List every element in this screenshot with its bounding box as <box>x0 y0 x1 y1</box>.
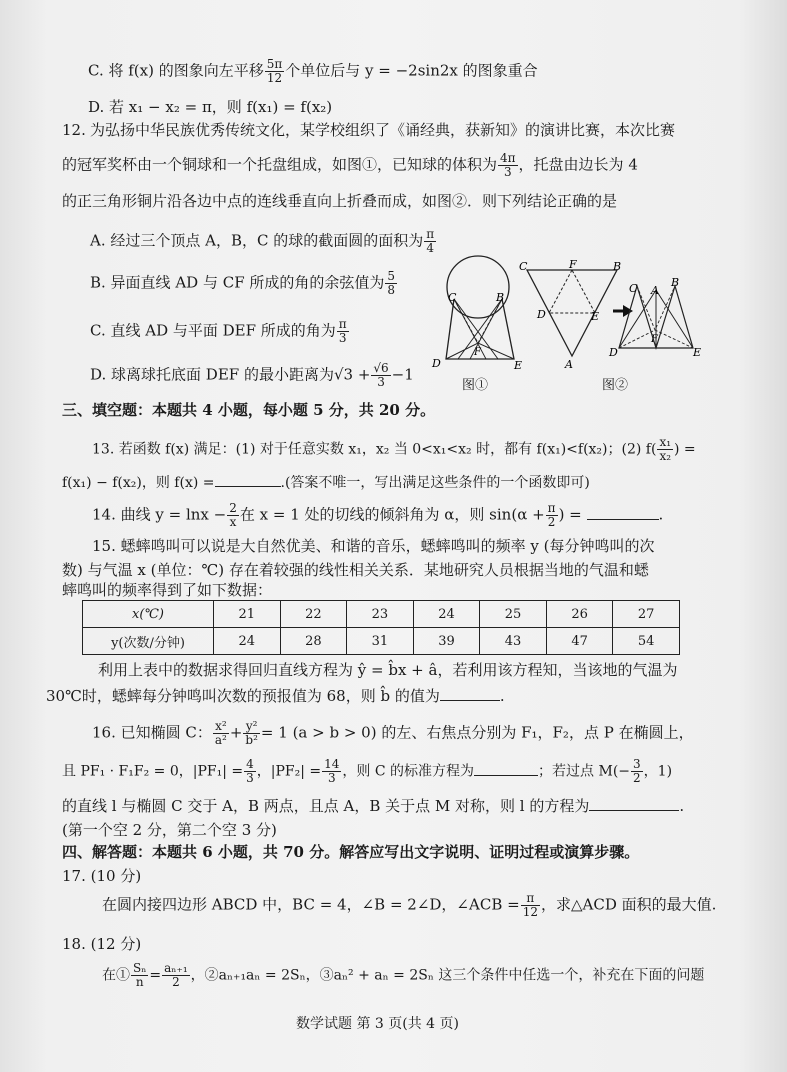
q12-line1: 为弘扬中华民族优秀传统文化，某学校组织了《诵经典，获新知》的演讲比赛，本次比赛 <box>90 121 676 139</box>
label-c: C <box>629 282 638 295</box>
label-d: D <box>609 346 618 359</box>
label-f: F <box>651 334 658 345</box>
fraction: $\frac{\pi}{4}$ <box>426 227 435 255</box>
q16-line1: 16. 已知椭圆 C： $\frac{\text{x²}}{\text{a²}}$ + $\frac{\text{y²}}{\text{b²}}$ = 1 (a > b > 0) 的左、右焦点分别为 F₁，F₂，点 P 在椭圆上， <box>92 719 694 747</box>
fraction: $\frac{√6}{3}$ <box>373 361 389 389</box>
table-cell: 43 <box>480 628 547 655</box>
figure-1-caption: 图① <box>462 378 489 393</box>
fraction: $\frac{5}{8}$ <box>387 269 396 297</box>
page-footer: 数学试题 第 3 页(共 4 页) <box>296 1016 459 1032</box>
q13-line2: f(x₁) − f(x₂)，则 f(x) = .(答案不唯一，写出满足这些条件的一个函数即可) <box>62 472 590 493</box>
figure-2-triangle <box>515 256 705 371</box>
label-f: F <box>569 258 577 271</box>
table-header-cell: x(℃) <box>83 601 214 628</box>
label-e: E <box>693 346 702 359</box>
q15-line3: 蟀鸣叫的频率得到了如下数据： <box>62 581 273 599</box>
fraction: $\frac{4}{3}$ <box>246 757 254 785</box>
table-cell: 47 <box>546 628 613 655</box>
fraction: $\frac{3}{2}$ <box>633 757 641 785</box>
answer-blank[interactable] <box>474 761 538 776</box>
table-row <box>83 628 680 655</box>
q11-option-d: D. 若 x₁ − x₂ = π，则 f(x₁) = f(x₂) <box>88 98 333 116</box>
q18-body: 在① $\frac{\text{Sₙ}}{n}$ = $\frac{\text{aₙ₊₁}}{2}$ ，②aₙ₊₁aₙ = 2Sₙ，③aₙ² + aₙ = 2Sₙ 这三个条件中任选一个，补充在下面的问题 <box>102 961 705 989</box>
label-a: A <box>651 284 659 297</box>
q18-heading: 18. (12 分) <box>62 935 142 953</box>
q17-body: 在圆内接四边形 ABCD 中，BC = 4，∠B = 2∠D，∠ACB = $\frac{\pi}{12}$ ，求△ACD 面积的最大值. <box>102 891 717 919</box>
label-d: D <box>432 357 441 370</box>
q16-line3: 的直线 l 与椭圆 C 交于 A，B 两点，且点 A，B 关于点 M 对称，则 l 的方程为 . <box>62 797 685 815</box>
q16-line2: 且 PF₁ · F₁F₂ = 0，|PF₁| = $\frac{4}{3}$ ，|PF₂| = $\frac{14}{3}$ ，则 C 的标准方程为 ；若过点 M(− $\frac{3}{2}$ ，1) <box>62 757 673 785</box>
table-cell: 26 <box>546 601 613 628</box>
label-c: C <box>519 260 528 273</box>
fraction: $\frac{\text{x²}}{\text{a²}}$ <box>214 719 227 747</box>
table-cell: 28 <box>280 628 347 655</box>
label-e: E <box>591 310 600 323</box>
table-cell: 25 <box>480 601 547 628</box>
q11-option-c: C. 将 f(x) 的图象向左平移 $\frac{5\pi}{12}$ 个单位后与 y = −2sin2x 的图象重合 <box>88 57 538 85</box>
q12-option-c: C. 直线 AD 与平面 DEF 所成的角为 $\frac{\pi}{3}$ <box>90 317 347 345</box>
table-cell: 54 <box>613 628 680 655</box>
fraction: $\frac{5\pi}{12}$ <box>266 57 283 85</box>
label-b: B <box>671 276 680 289</box>
q16-line4: (第一个空 2 分，第二个空 3 分) <box>62 821 277 839</box>
answer-blank[interactable] <box>587 505 659 520</box>
table-cell: 24 <box>413 601 480 628</box>
q15-after1: 利用上表中的数据求得回归直线方程为 ŷ = b̂x + â，若利用该方程知，当该地的气温为 <box>98 661 678 679</box>
q12-line3: 的正三角形铜片沿各边中点的连线垂直向上折叠而成，如图②．则下列结论正确的是 <box>62 192 618 210</box>
q15-line2: 数) 与气温 x (单位：℃) 存在着较强的线性相关关系．某地研究人员根据当地的气温和蟋 <box>62 561 649 579</box>
fraction: $\frac{\text{y²}}{\text{b²}}$ <box>245 719 258 747</box>
table-cell: 22 <box>280 601 347 628</box>
label-d: D <box>537 308 546 321</box>
answer-blank[interactable] <box>440 686 500 701</box>
table-cell: 27 <box>613 601 680 628</box>
fraction: $\frac{\pi}{2}$ <box>547 501 556 529</box>
q12-number: 12. <box>62 121 86 139</box>
section-3-heading: 三、填空题：本题共 4 小题，每小题 5 分，共 20 分。 <box>62 401 436 419</box>
q12-option-a: A. 经过三个顶点 A，B，C 的球的截面圆的面积为 $\frac{\pi}{4}$ <box>90 227 435 255</box>
fraction: $\frac{4\pi}{3}$ <box>500 151 516 179</box>
q12-option-b: B. 异面直线 AD 与 CF 所成的角的余弦值为 $\frac{5}{8}$ <box>90 269 396 297</box>
label-b: B <box>613 260 622 273</box>
q12-option-d: D. 球离球托底面 DEF 的最小距离为√3 + $\frac{√6}{3}$ −1 <box>90 361 414 389</box>
figure-1-trophy <box>428 255 528 375</box>
fraction: $\frac{\text{x₁}}{\text{x₂}}$ <box>659 435 672 463</box>
label-a: A <box>565 358 573 371</box>
q17-heading: 17. (10 分) <box>62 867 142 885</box>
fraction: $\frac{\pi}{12}$ <box>522 891 538 919</box>
fraction: $\frac{\pi}{3}$ <box>338 317 347 345</box>
fraction: $\frac{\text{Sₙ}}{n}$ <box>133 961 147 989</box>
table-cell: 23 <box>347 601 414 628</box>
fraction: $\frac{14}{3}$ <box>324 757 340 785</box>
table-cell: 24 <box>214 628 281 655</box>
q14: 14. 曲线 y = lnx − $\frac{2}{x}$ 在 x = 1 处的切线的倾斜角为 α，则 sin(α + $\frac{\pi}{2}$ ) = . <box>92 501 664 529</box>
table-row <box>83 601 680 628</box>
label-c: C <box>448 291 457 304</box>
q13-line1: 13. 若函数 f(x) 满足：(1) 对于任意实数 x₁，x₂ 当 0<x₁<x₂ 时，都有 f(x₁)<f(x₂)；(2) f( $\frac{\text{x₁}}{\text{x₂}}$ ) = <box>92 435 696 463</box>
label-e: E <box>514 359 523 372</box>
fraction: $\frac{\text{aₙ₊₁}}{2}$ <box>164 961 188 989</box>
figure-2-caption: 图② <box>602 378 629 393</box>
table-header-cell: y(次数/分钟) <box>83 628 214 655</box>
q15-line1: 15. 蟋蟀鸣叫可以说是大自然优美、和谐的音乐，蟋蟀鸣叫的频率 y (每分钟鸣叫的次 <box>92 537 655 555</box>
q15-data-table <box>82 600 680 655</box>
table-cell: 39 <box>413 628 480 655</box>
answer-blank[interactable] <box>589 796 679 811</box>
q12-line2: 的冠军奖杯由一个铜球和一个托盘组成，如图①，已知球的体积为 $\frac{4\pi}{3}$ ，托盘由边长为 4 <box>62 151 638 179</box>
table-cell: 31 <box>347 628 414 655</box>
answer-blank[interactable] <box>215 472 281 487</box>
label-b: B <box>496 291 505 304</box>
label-f: F <box>474 347 481 358</box>
table-cell: 21 <box>214 601 281 628</box>
q15-after2: 30℃时，蟋蟀每分钟鸣叫次数的预报值为 68，则 b̂ 的值为 . <box>46 687 505 705</box>
section-4-heading: 四、解答题：本题共 6 小题，共 70 分。解答应写出文字说明、证明过程或演算步骤。 <box>62 843 640 861</box>
fraction: $\frac{2}{x}$ <box>229 501 237 529</box>
